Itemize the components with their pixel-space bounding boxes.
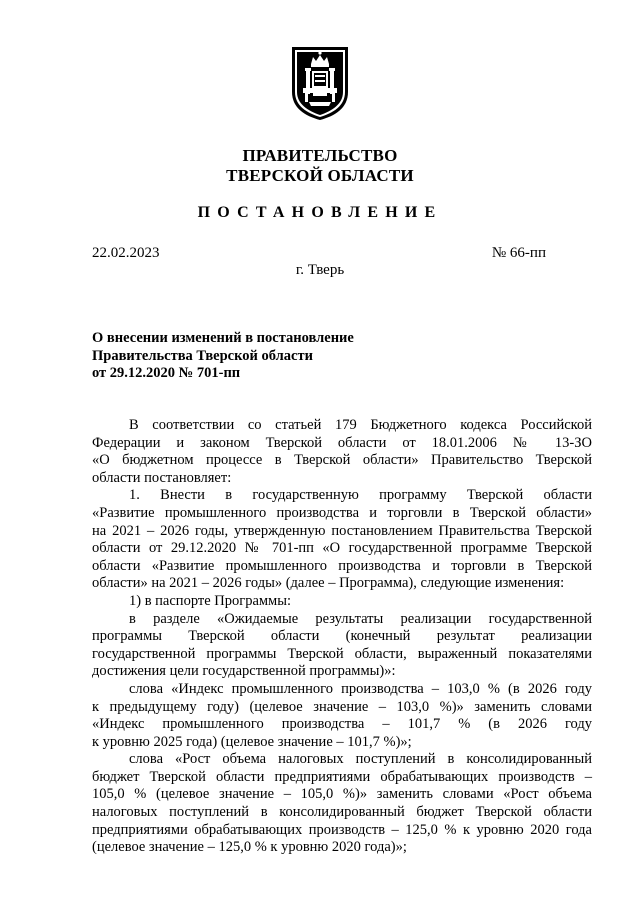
body-line: достижения цели государственной программы)»: xyxy=(92,663,396,680)
body-line: Федерации и законом Тверской области от 18.01.2006 № 13-ЗО xyxy=(92,434,592,451)
document-subject xyxy=(92,330,354,383)
body-line: государственной программы Тверской области, выраженный показателями xyxy=(92,645,592,662)
body-line: В соответствии со статьей 179 Бюджетного кодекса Российской xyxy=(129,417,592,433)
body-line: налоговых поступлений в консолидированный бюджет Тверской области xyxy=(92,804,592,821)
body-line: 1. Внести в государственную программу Тверской области xyxy=(129,487,592,504)
body-line: слова «Индекс промышленного производства – 103,0 % (в 2026 году xyxy=(129,680,592,697)
body-line: к уровню 2025 года) (целевое значение – 101,7 %)»; xyxy=(92,733,412,750)
body-line: области» на 2021 – 2026 годы» (далее – Программа), следующие изменения: xyxy=(92,575,565,592)
body-line: 1) в паспорте Программы: xyxy=(129,592,291,609)
body-line: бюджет Тверской области предприятиями обрабатывающих производств – xyxy=(92,768,592,785)
subject-line: от 29.12.2020 № 701-пп xyxy=(92,365,241,381)
document-type-title: ПОСТАНОВЛЕНИЕ xyxy=(197,204,443,221)
organization-name-line-2: ТВЕРСКОЙ ОБЛАСТИ xyxy=(226,166,414,185)
body-line: слова «Рост объема налоговых поступлений в консолидированный xyxy=(129,751,592,768)
body-line: «Индекс промышленного производства – 101,7 % (в 2026 году xyxy=(92,716,592,733)
subject-line: О внесении изменений в постановление xyxy=(92,330,354,346)
document-body xyxy=(92,417,592,857)
tver-coat-of-arms-icon xyxy=(289,44,351,122)
body-line: «Развитие промышленного производства и торговли в Тверской области» xyxy=(92,504,592,521)
organization-name-line-1: ПРАВИТЕЛЬСТВО xyxy=(242,146,398,165)
body-line: «О бюджетном процессе в Тверской области» Правительство Тверской xyxy=(92,452,592,469)
subject-line: Правительства Тверской области xyxy=(92,347,313,364)
body-line: 105,0 % (целевое значение – 105,0 %)» заменить словами «Рост объема xyxy=(92,786,592,803)
body-line: (целевое значение – 125,0 % к уровню 2020 года)»; xyxy=(92,839,407,856)
body-line: программы Тверской области (конечный результат реализации xyxy=(92,628,592,645)
body-line: предприятиями обрабатывающих производств – 125,0 % к уровню 2020 года xyxy=(92,821,592,838)
body-line: на 2021 – 2026 годы, утвержденную постановлением Правительства Тверской xyxy=(92,522,592,539)
document-date: 22.02.2023 xyxy=(92,245,160,261)
document-city: г. Тверь xyxy=(295,262,345,278)
body-line: к предыдущему году) (целевое значение – 103,0 %)» заменить словами xyxy=(92,698,592,715)
document-number: № 66-пп xyxy=(491,245,546,261)
body-line: области постановляет: xyxy=(92,469,232,486)
body-line: в разделе «Ожидаемые результаты реализации государственной xyxy=(129,610,592,627)
body-line: области «Развитие промышленного производства и торговли в Тверской xyxy=(92,557,592,574)
body-line: области от 29.12.2020 № 701-пп «О государственной программе Тверской xyxy=(92,540,592,557)
